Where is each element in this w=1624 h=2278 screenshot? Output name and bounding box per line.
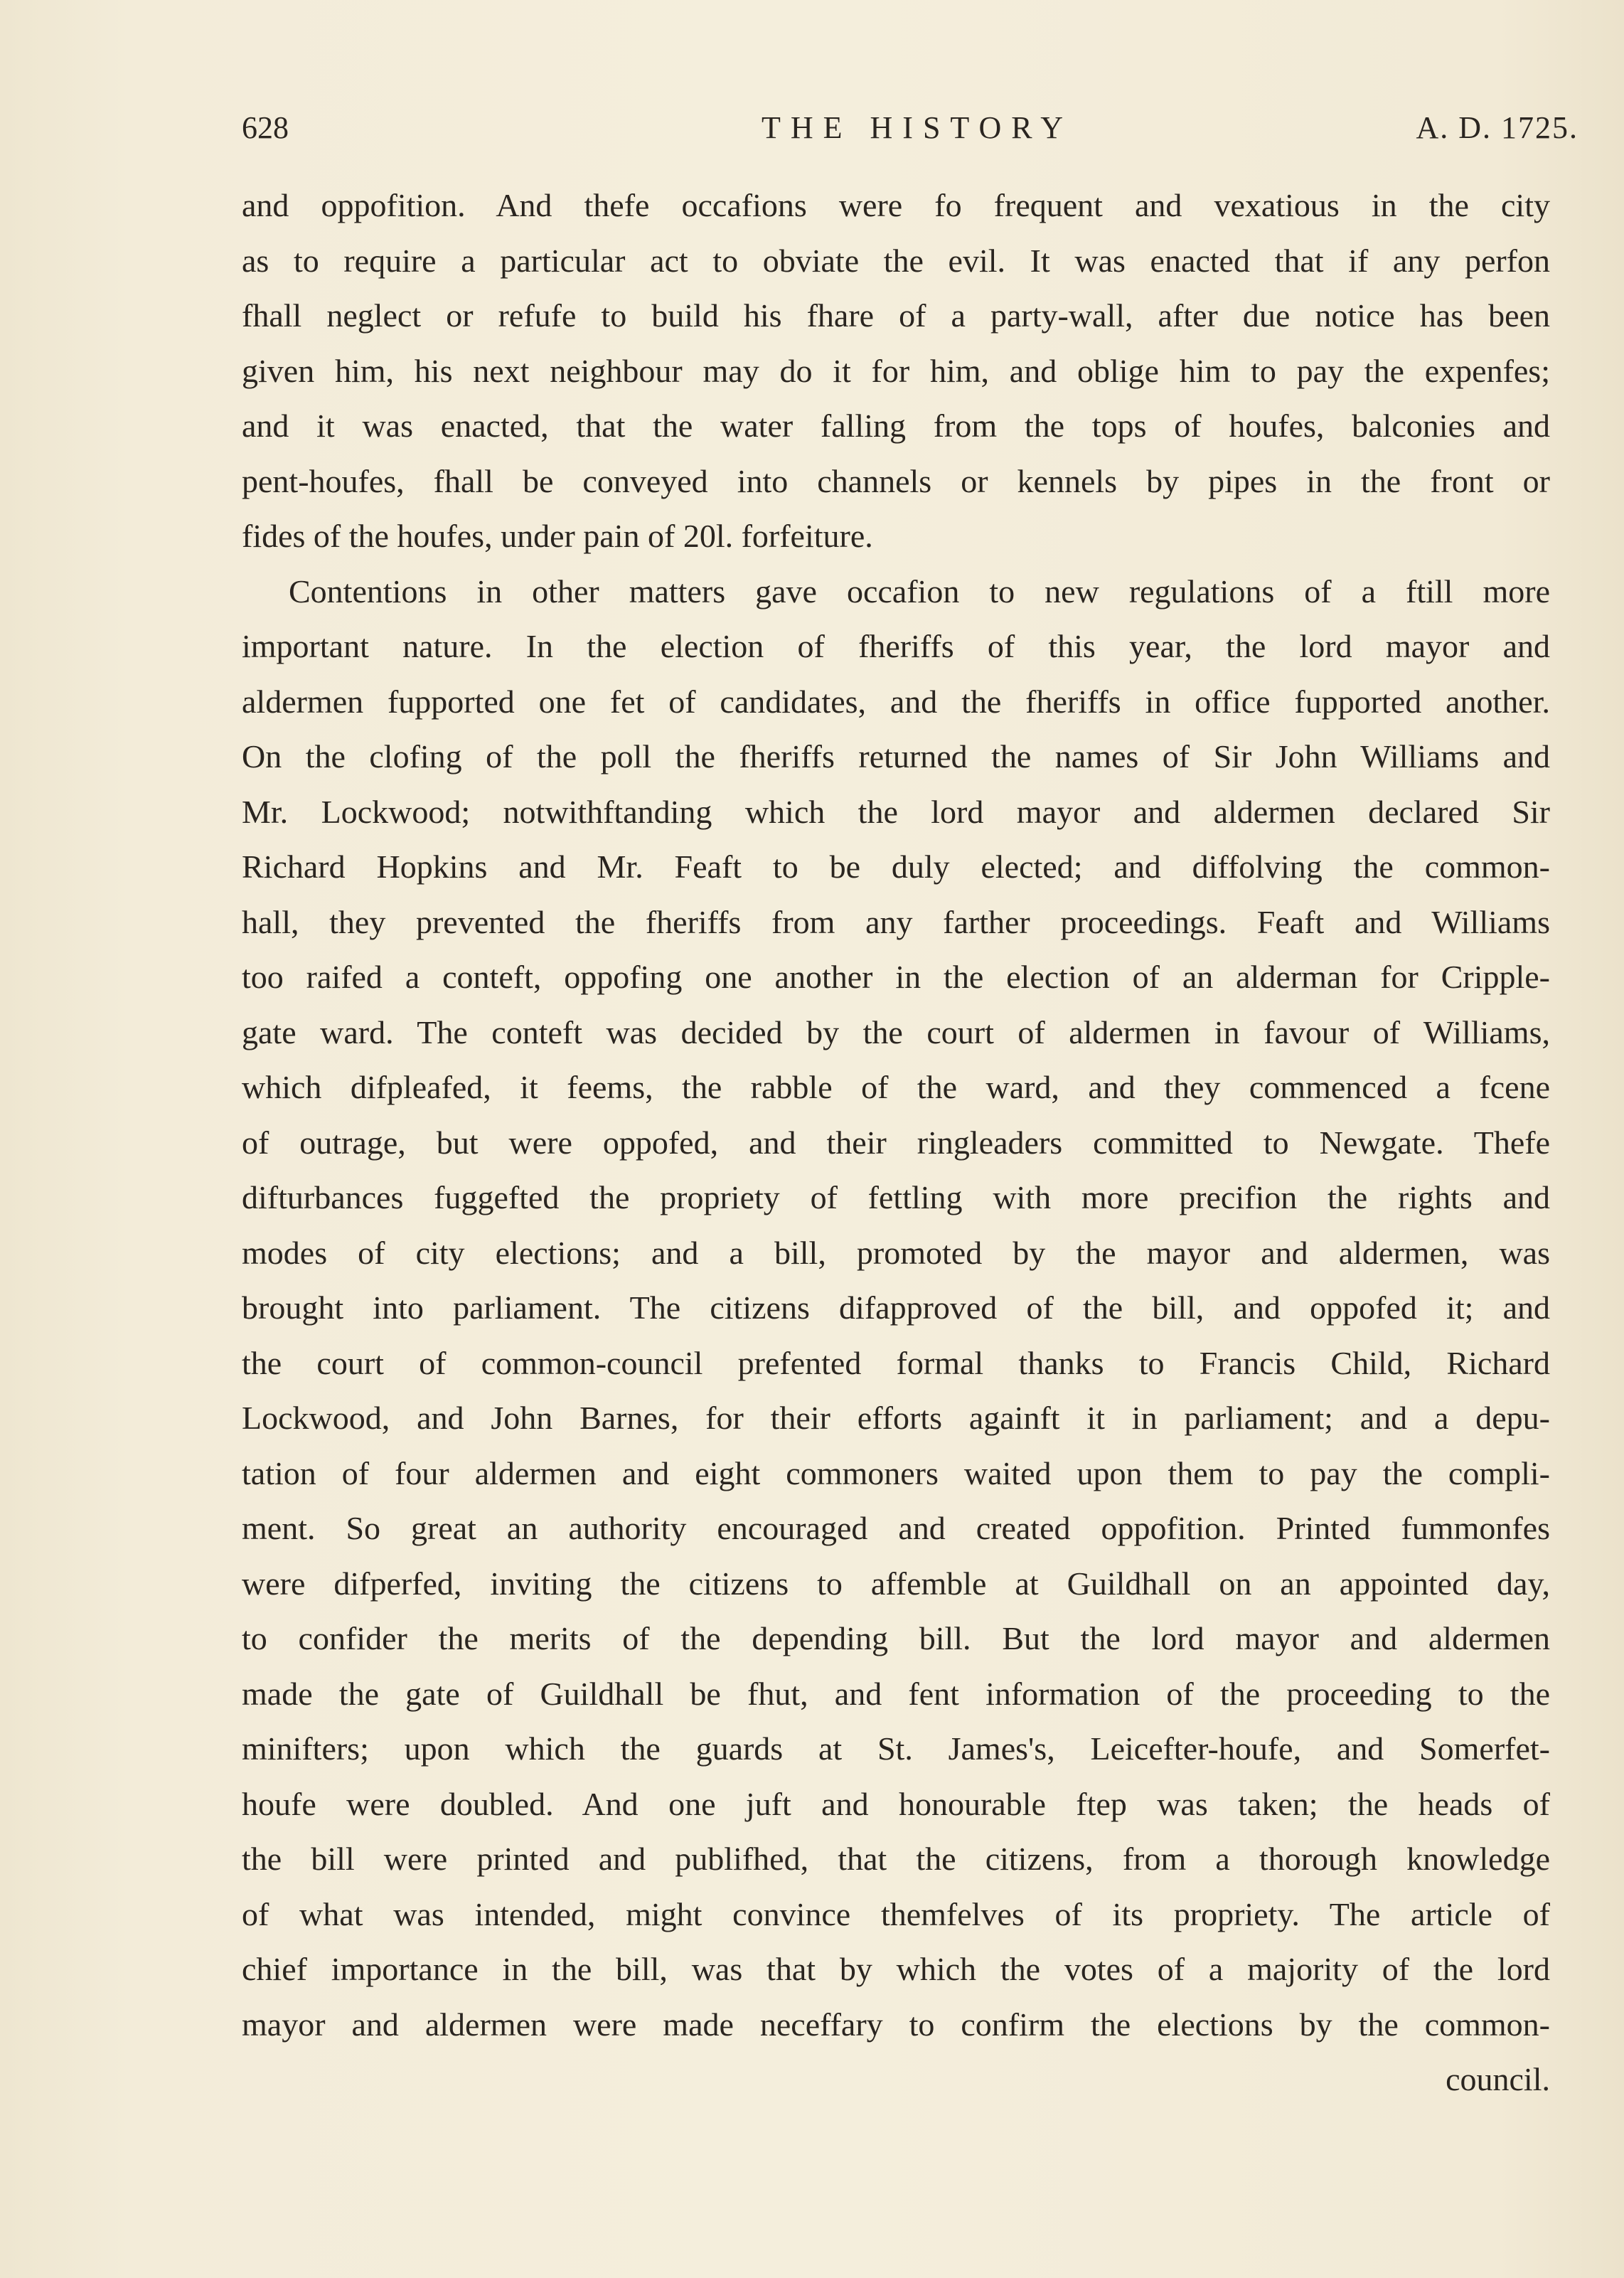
text-line: ment. So great an authority encouraged and created oppofition. Printed fummonfes: [242, 1510, 1550, 1546]
text-line: the bill were printed and publifhed, that the citizens, from a thorough knowledge: [242, 1841, 1550, 1877]
text-line: pent-houfes, fhall be conveyed into channels or kennels by pipes in the front or: [242, 462, 1550, 499]
text-line: Lockwood, and John Barnes, for their efforts againft it in parliament; and a depu-: [242, 1400, 1550, 1436]
text-line: too raifed a conteft, oppofing one another in the election of an alderman for Cripple-: [242, 959, 1550, 995]
text-line: mayor and aldermen were made neceffary to confirm the elections by the common-: [242, 2006, 1550, 2043]
text-line: fides of the houfes, under pain of 20l. forfeiture.: [242, 518, 873, 554]
text-line: important nature. In the election of fheriffs of this year, the lord mayor and: [242, 628, 1550, 664]
paragraph: [242, 178, 1550, 564]
text-line: tation of four aldermen and eight commoners waited upon them to pay the compli-: [242, 1454, 1550, 1491]
text-line: fhall neglect or refufe to build his fhare of a party-wall, after due notice has been: [242, 297, 1550, 334]
text-line: brought into parliament. The citizens difapproved of the bill, and oppofed it; and: [242, 1289, 1550, 1326]
running-year: A. D. 1725.: [1416, 110, 1578, 145]
text-line: aldermen fupported one fet of candidates, and the fheriffs in office fupported another.: [242, 683, 1550, 720]
text-line: Mr. Lockwood; notwithftanding which the lord mayor and aldermen declared Sir: [242, 793, 1550, 830]
text-line: were difperfed, inviting the citizens to affemble at Guildhall on an appointed day,: [242, 1565, 1550, 1602]
text-line: of outrage, but were oppofed, and their ringleaders committed to Newgate. Thefe: [242, 1124, 1550, 1161]
text-line: modes of city elections; and a bill, promoted by the mayor and aldermen, was: [242, 1234, 1550, 1271]
text-line: On the clofing of the poll the fheriffs returned the names of Sir John Williams and: [242, 738, 1550, 775]
text-line: and it was enacted, that the water falling from the tops of houfes, balconies and: [242, 408, 1550, 444]
body-text: [242, 178, 1550, 2107]
text-line: given him, his next neighbour may do it for him, and oblige him to pay the expenfes;: [242, 352, 1550, 389]
text-line: minifters; upon which the guards at St. James's, Leicefter-houfe, and Somerfet-: [242, 1730, 1550, 1767]
text-line: Richard Hopkins and Mr. Feaft to be duly elected; and diffolving the common-: [242, 848, 1550, 885]
text-line: to confider the merits of the depending bill. But the lord mayor and aldermen: [242, 1620, 1550, 1656]
text-line: the court of common-council prefented formal thanks to Francis Child, Richard: [242, 1344, 1550, 1381]
text-line: which difpleafed, it feems, the rabble of the ward, and they commenced a fcene: [242, 1069, 1550, 1105]
text-line: and oppofition. And thefe occafions were fo frequent and vexatious in the city: [242, 187, 1550, 223]
text-line: council.: [1446, 2061, 1550, 2097]
text-line: difturbances fuggefted the propriety of fettling with more precifion the rights and: [242, 1179, 1550, 1215]
running-head: [242, 107, 1578, 149]
text-line: chief importance in the bill, was that by which the votes of a majority of the lord: [242, 1951, 1550, 1987]
page-number: 628: [242, 110, 289, 145]
text-line: as to require a particular act to obviate the evil. It was enacted that if any perfon: [242, 242, 1550, 279]
text-line: hall, they prevented the fheriffs from any farther proceedings. Feaft and Williams: [242, 903, 1550, 940]
paragraph: [242, 564, 1550, 2107]
text-line: gate ward. The conteft was decided by the court of aldermen in favour of Williams,: [242, 1013, 1550, 1050]
running-title: THE HISTORY: [762, 110, 1073, 145]
text-line: of what was intended, might convince themfelves of its propriety. The article of: [242, 1895, 1550, 1932]
text-line: made the gate of Guildhall be fhut, and fent information of the proceeding to the: [242, 1675, 1550, 1712]
text-line: Contentions in other matters gave occafion to new regulations of a ftill more: [289, 573, 1550, 610]
text-line: houfe were doubled. And one juft and honourable ftep was taken; the heads of: [242, 1785, 1550, 1822]
